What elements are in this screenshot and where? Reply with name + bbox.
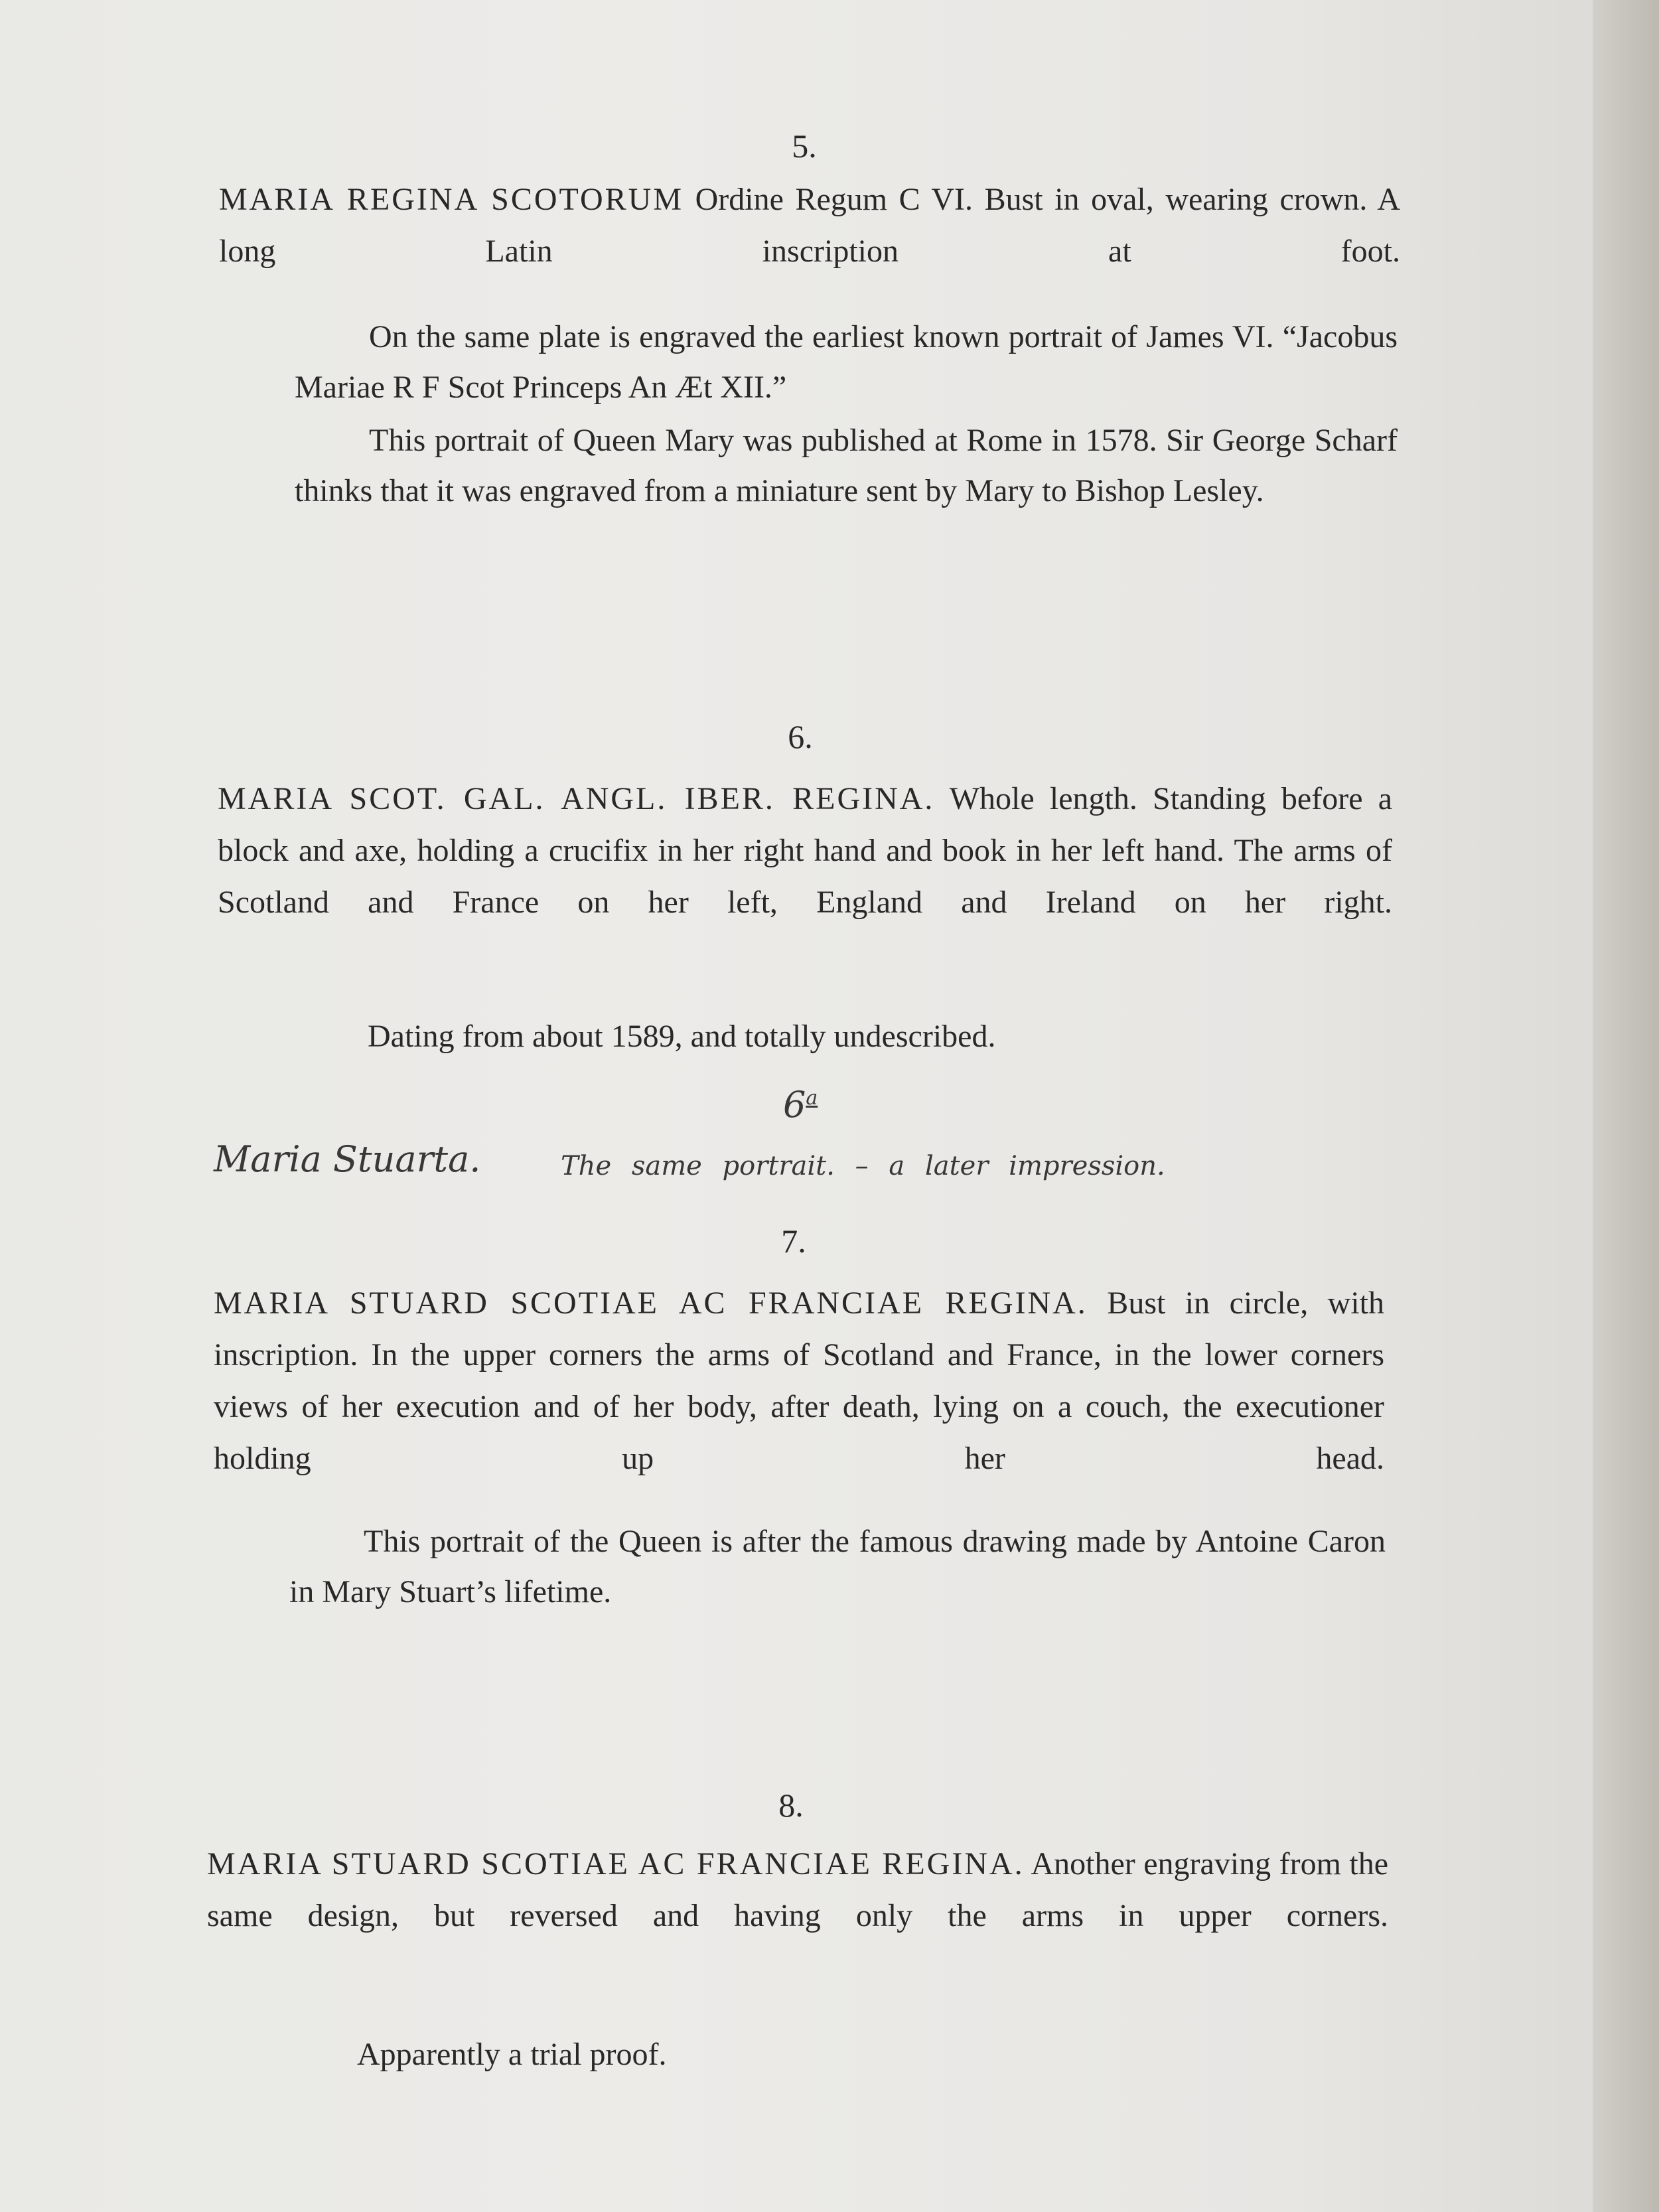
- entry-5-note-2: This portrait of Queen Mary was published at Rome in 1578. Sir George Scharf thinks that it was engraved from a miniature sent by Mary to Bishop Lesley.: [295, 423, 1398, 508]
- entry-6a-number: 6$^a$: [783, 1084, 818, 1126]
- entry-7-number: 7.: [781, 1222, 806, 1260]
- entry-6-heading: [218, 773, 1392, 928]
- entry-8-title: MARIA STUARD SCOTIAE AC FRANCIAE REGINA.: [207, 1846, 1025, 1881]
- entry-8-heading: [207, 1838, 1388, 1942]
- entry-5-number: 5.: [792, 127, 817, 165]
- entry-7-heading: [214, 1278, 1384, 1485]
- entry-5-heading: [219, 174, 1400, 277]
- entry-7-note: This portrait of the Queen is after the famous drawing made by Antoine Caron in Mary Stuart’s lifetime.: [289, 1524, 1386, 1609]
- entry-7-title: MARIA STUARD SCOTIAE AC FRANCIAE REGINA.: [214, 1286, 1088, 1321]
- entry-5-title: MARIA REGINA SCOTORUM: [219, 182, 684, 217]
- entry-7-description: Bust in circle, with inscription. In the upper corners the arms of Scotland and France, in the lower corners views of her execution and of her body, after death, lying on a couch, the executioner holding up her head.: [214, 1286, 1385, 1476]
- entry-5-description: Ordine Regum C VI. Bust in oval, wearing crown. A long Latin inscription at foot.: [219, 182, 1401, 269]
- entry-6-title: MARIA SCOT. GAL. ANGL. IBER. REGINA.: [218, 781, 935, 816]
- entry-8-note: Apparently a trial proof.: [357, 2037, 667, 2072]
- entry-6-number: 6.: [788, 718, 813, 755]
- entry-6a-description: The same portrait. – a later impression.: [561, 1151, 1165, 1181]
- entry-6-note: Dating from about 1589, and totally undescribed.: [368, 1019, 996, 1054]
- entry-8-number: 8.: [778, 1787, 804, 1824]
- entry-6a-title: Maria Stuarta.: [214, 1138, 481, 1180]
- page-edge: [1593, 0, 1659, 2212]
- entry-8-description: Another engraving from the same design, but reversed and having only the arms in upper corners.: [207, 1846, 1388, 1933]
- entry-5-note-1: On the same plate is engraved the earliest known portrait of James VI. “Jacobus Mariae R F Scot Princeps An Æt XII.”: [295, 319, 1398, 405]
- entry-6-description: Whole length. Standing before a block and axe, holding a crucifix in her right hand and book in her left hand. The arms of Scotland and France on her left, England and Ireland on her right.: [218, 781, 1392, 920]
